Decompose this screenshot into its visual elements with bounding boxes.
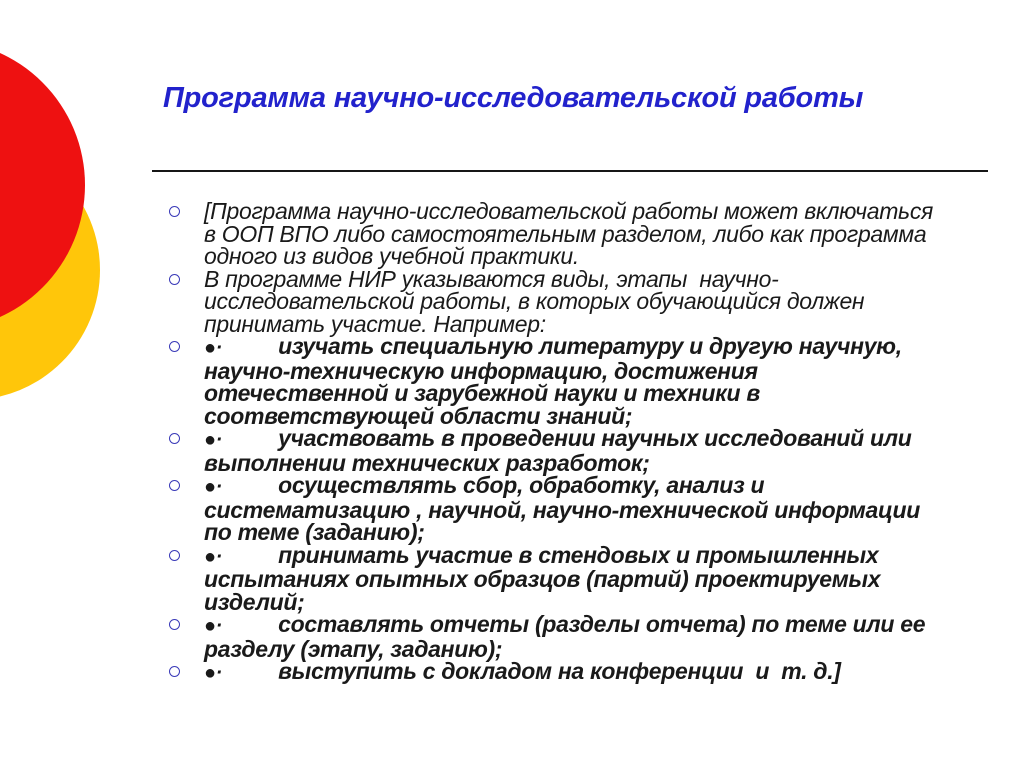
title-divider [152, 170, 988, 172]
list-item-text: изучать специальную литературу и другую научную, научно-техническую информацию, достижения отечественной и зарубежной науки и техники в соответствующей области знаний; [204, 333, 908, 429]
bullet-list [166, 200, 956, 685]
dot-bullet-icon: ●· [204, 545, 223, 568]
list-item [166, 265, 946, 337]
dot-bullet-icon: ●· [204, 429, 223, 451]
list-item-text: [Программа научно-исследовательской работы может включаться в ООП ВПО либо самостоятельным разделом, либо как программа одного из видов учебной практики. [204, 198, 940, 269]
slide-title: Программа научно-исследовательской работы [163, 82, 864, 114]
dot-bullet-icon: ●· [204, 337, 223, 359]
list-item-text: В программе НИР указываются виды, этапы научно-исследовательской работы, в которых обучающийся должен принимать участие. Например: [204, 265, 871, 337]
list-item-text: осуществлять сбор, обработку, анализ и систематизацию , научной, научно-технической информации по теме (заданию); [204, 472, 927, 545]
list-item [166, 660, 946, 685]
circle-bullet-icon [169, 341, 180, 352]
dot-bullet-icon: ●· [204, 662, 223, 684]
circle-bullet-icon [169, 480, 180, 491]
dot-bullet-icon: ●· [204, 615, 223, 637]
list-item-text: выступить с докладом на конференции и т. д.] [278, 658, 841, 684]
circle-bullet-icon [169, 274, 180, 285]
list-item [166, 613, 946, 660]
list-item [166, 474, 946, 544]
list-item-text: составлять отчеты (разделы отчета) по теме или ее разделу (этапу, заданию); [204, 611, 932, 662]
circle-bullet-icon [169, 550, 180, 561]
list-item [166, 200, 946, 268]
list-item [166, 335, 946, 427]
circle-bullet-icon [169, 619, 180, 630]
list-item [166, 427, 946, 474]
list-item-text: принимать участие в стендовых и промышленных испытаниях опытных образцов (партий) проектируемых изделий; [204, 541, 887, 615]
list-item-text: участвовать в проведении научных исследований или выполнении технических разработок; [204, 425, 918, 476]
dot-bullet-icon: ●· [204, 476, 223, 498]
list-item [166, 541, 946, 615]
circle-bullet-icon [169, 206, 180, 217]
circle-bullet-icon [169, 666, 180, 677]
circle-bullet-icon [169, 433, 180, 444]
